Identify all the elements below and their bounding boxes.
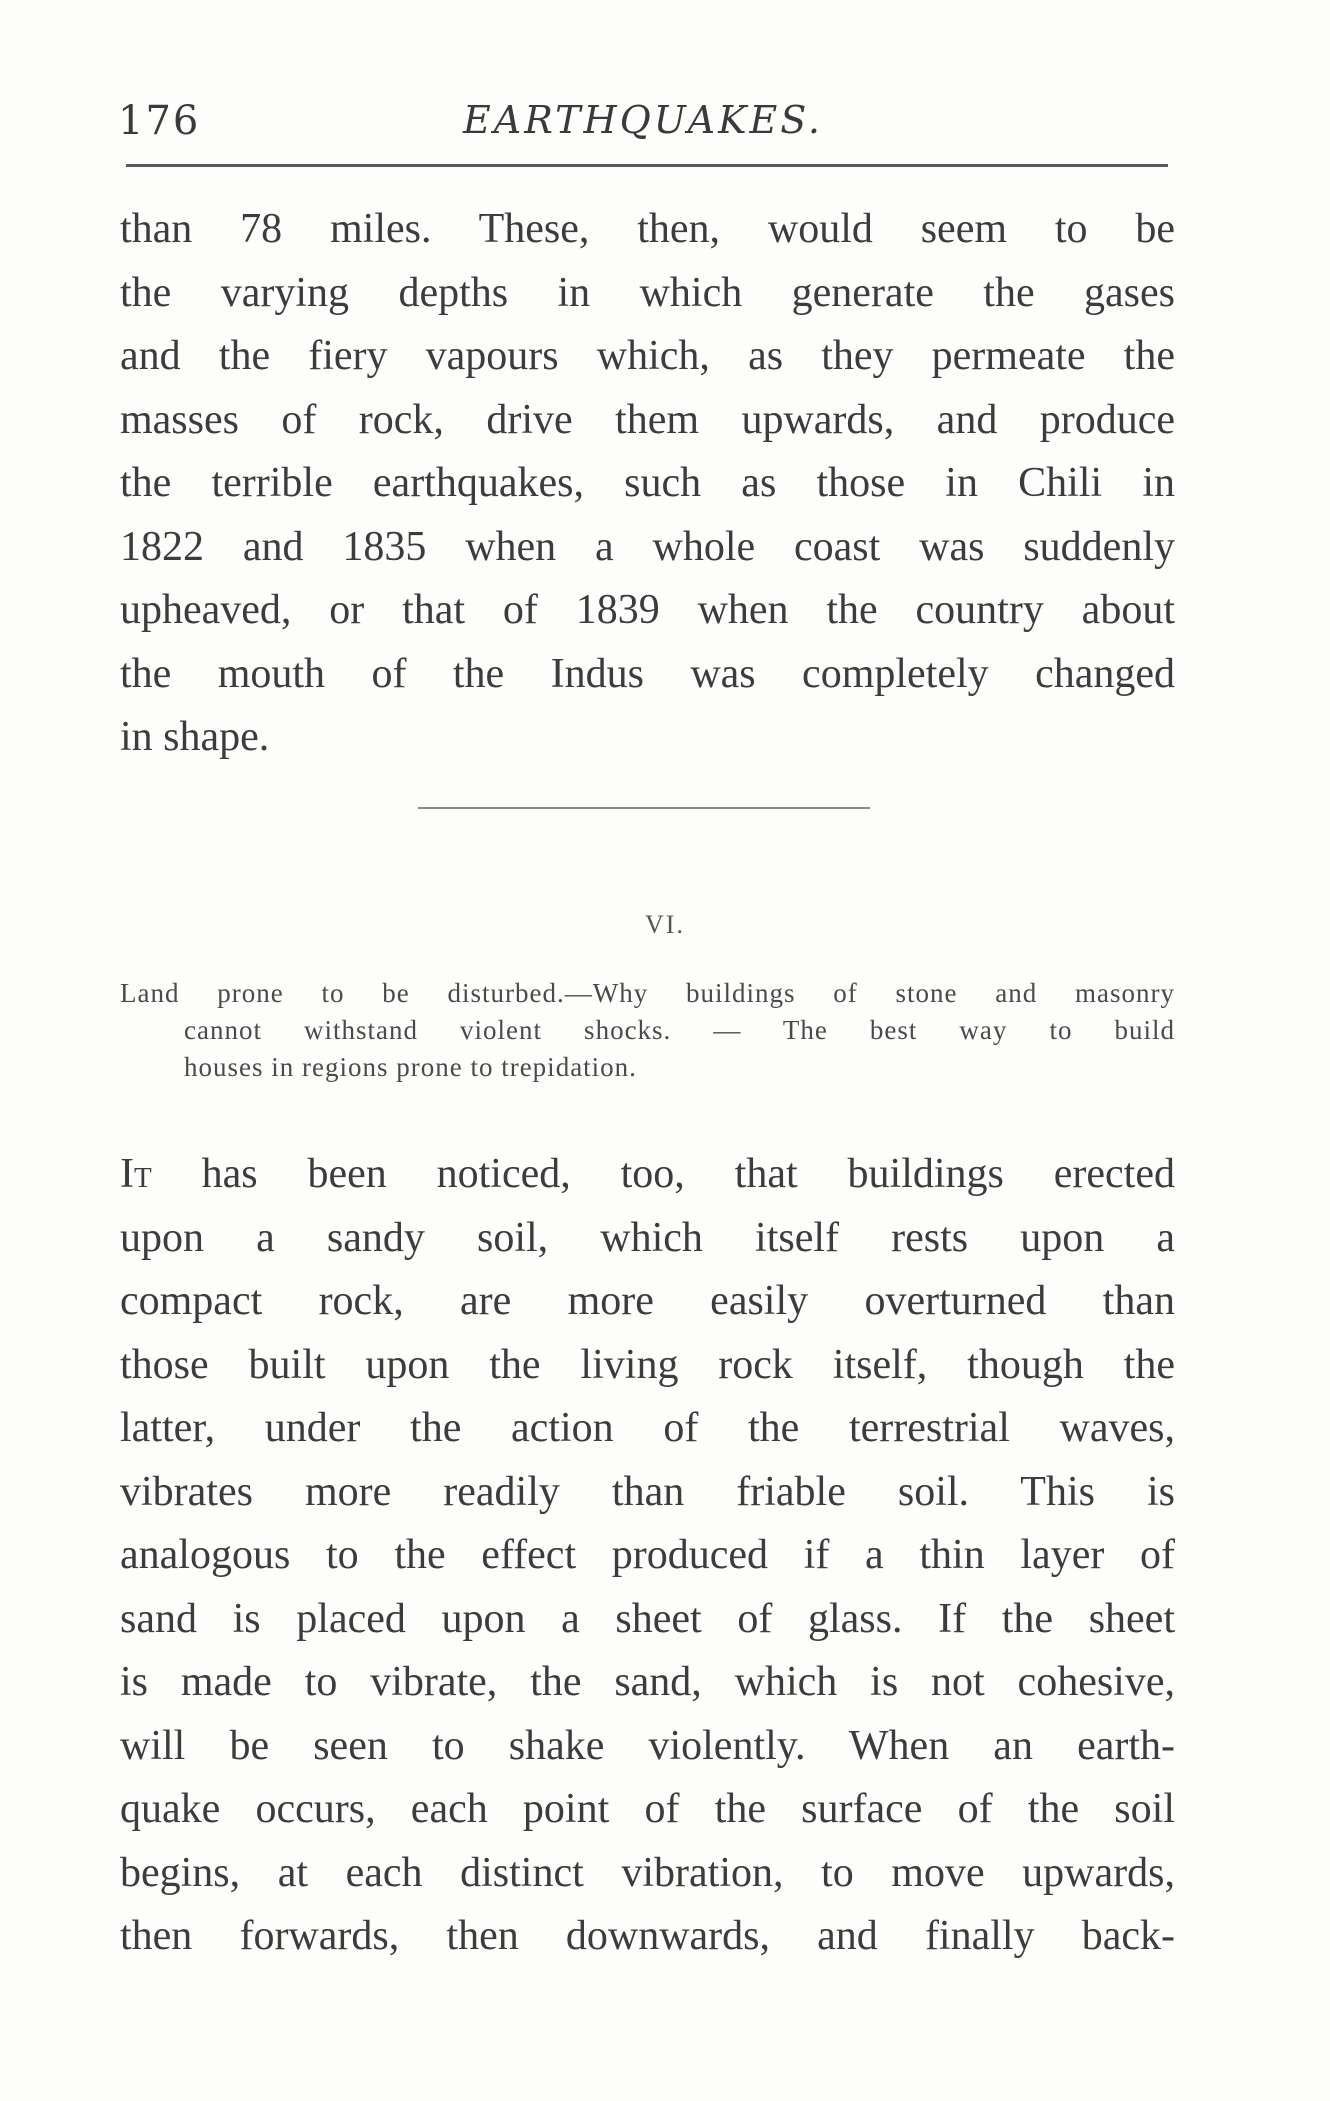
summary-line: houses in regions prone to trepidation. — [184, 1052, 637, 1082]
text-line: will be seen to shake violently. When an earth- — [120, 1722, 1175, 1769]
section-divider-rule — [418, 807, 870, 809]
running-title: EARTHQUAKES. — [463, 98, 823, 142]
text-line: then forwards, then downwards, and finally back- — [120, 1913, 1175, 1959]
text-line: latter, under the action of the terrestrial waves, — [120, 1405, 1175, 1451]
text-line: upheaved, or that of 1839 when the country about — [120, 587, 1175, 633]
text-line: sand is placed upon a sheet of glass. If the sheet — [120, 1595, 1175, 1642]
paragraph-continued — [120, 198, 1175, 770]
summary-line: Land prone to be disturbed.—Why buildings of stone and masonry — [120, 978, 1175, 1008]
text-line: upon a sandy soil, which itself rests upon a — [120, 1214, 1175, 1261]
summary-line: cannot withstand violent shocks. — The best way to build — [184, 1015, 1175, 1045]
text-line-first — [120, 1143, 1175, 1207]
header-rule — [126, 164, 1168, 167]
section-summary — [120, 975, 1175, 1086]
text-line: vibrates more readily than friable soil. This is — [120, 1468, 1175, 1515]
opening-small-caps: It — [120, 1151, 152, 1197]
text-line: the terrible earthquakes, such as those in Chili in — [120, 460, 1175, 506]
section-number: VI. — [645, 910, 685, 939]
text-line: masses of rock, drive them upwards, and produce — [120, 396, 1175, 443]
text-line: in shape. — [120, 714, 270, 760]
text-line: 1822 and 1835 when a whole coast was suddenly — [120, 523, 1175, 570]
text-line: compact rock, are more easily overturned than — [120, 1278, 1175, 1324]
text-line: those built upon the living rock itself, though the — [120, 1341, 1175, 1388]
text-line: begins, at each distinct vibration, to move upwards, — [120, 1849, 1175, 1896]
text-line: than 78 miles. These, then, would seem to be — [120, 206, 1175, 252]
page-number: 176 — [118, 98, 201, 144]
text-line: the mouth of the Indus was completely changed — [120, 650, 1175, 697]
text-line: analogous to the effect produced if a thin layer of — [120, 1532, 1175, 1578]
text-line: the varying depths in which generate the gases — [120, 269, 1175, 316]
running-head — [118, 98, 1168, 154]
first-line-text: has been noticed, too, that buildings erected — [151, 1151, 1175, 1197]
paragraph-section-body — [120, 1143, 1175, 1969]
text-line: and the fiery vapours which, as they permeate the — [120, 333, 1175, 379]
text-line: quake occurs, each point of the surface of the soil — [120, 1786, 1175, 1832]
text-line: is made to vibrate, the sand, which is not cohesive, — [120, 1659, 1175, 1705]
